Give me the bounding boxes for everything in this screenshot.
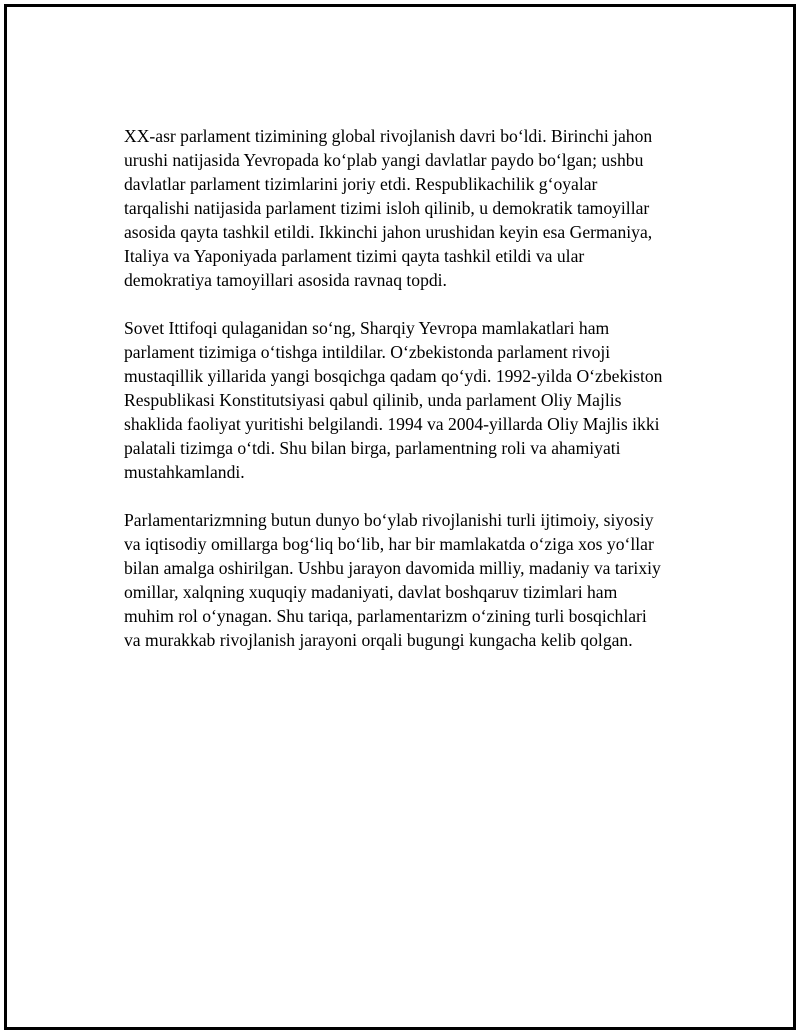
text-line: omillar, xalqning xuquqiy madaniyati, davlat boshqaruv tizimlari ham	[124, 582, 618, 602]
text-line: XX-asr parlament tizimining global rivojlanish davri bo‘ldi. Birinchi jahon	[124, 126, 653, 146]
text-line: mustahkamlandi.	[124, 462, 245, 482]
text-line: demokratiya tamoyillari asosida ravnaq topdi.	[124, 270, 447, 290]
text-line: parlament tizimiga o‘tishga intildilar. O‘zbekistonda parlament rivoji	[124, 342, 611, 362]
text-line: bilan amalga oshirilgan. Ushbu jarayon davomida milliy, madaniy va tarixiy	[124, 558, 661, 578]
paragraph-2	[124, 316, 694, 484]
text-line: urushi natijasida Yevropada ko‘plab yangi davlatlar paydo bo‘lgan; ushbu	[124, 150, 644, 170]
text-line: tarqalishi natijasida parlament tizimi isloh qilinib, u demokratik tamoyillar	[124, 198, 650, 218]
text-line: Sovet Ittifoqi qulaganidan so‘ng, Sharqiy Yevropa mamlakatlari ham	[124, 318, 610, 338]
text-line: va iqtisodiy omillarga bog‘liq bo‘lib, har bir mamlakatda o‘ziga xos yo‘llar	[124, 534, 654, 554]
page-frame	[4, 4, 796, 1030]
document-body	[124, 124, 694, 676]
text-line: davlatlar parlament tizimlarini joriy etdi. Respublikachilik g‘oyalar	[124, 174, 598, 194]
text-line: va murakkab rivojlanish jarayoni orqali bugungi kungacha kelib qolgan.	[124, 630, 633, 650]
text-line: muhim rol o‘ynagan. Shu tariqa, parlamentarizm o‘zining turli bosqichlari	[124, 606, 647, 626]
text-line: mustaqillik yillarida yangi bosqichga qadam qo‘ydi. 1992-yilda O‘zbekiston	[124, 366, 663, 386]
text-line: Respublikasi Konstitutsiyasi qabul qilinib, unda parlament Oliy Majlis	[124, 390, 622, 410]
text-line: asosida qayta tashkil etildi. Ikkinchi jahon urushidan keyin esa Germaniya,	[124, 222, 653, 242]
paragraph-1	[124, 124, 694, 292]
text-line: Italiya va Yaponiyada parlament tizimi qayta tashkil etildi va ular	[124, 246, 585, 266]
text-line: Parlamentarizmning butun dunyo bo‘ylab rivojlanishi turli ijtimoiy, siyosiy	[124, 510, 654, 530]
paragraph-3	[124, 508, 694, 652]
text-line: shaklida faoliyat yuritishi belgilandi. 1994 va 2004-yillarda Oliy Majlis ikki	[124, 414, 660, 434]
text-line: palatali tizimga o‘tdi. Shu bilan birga, parlamentning roli va ahamiyati	[124, 438, 621, 458]
